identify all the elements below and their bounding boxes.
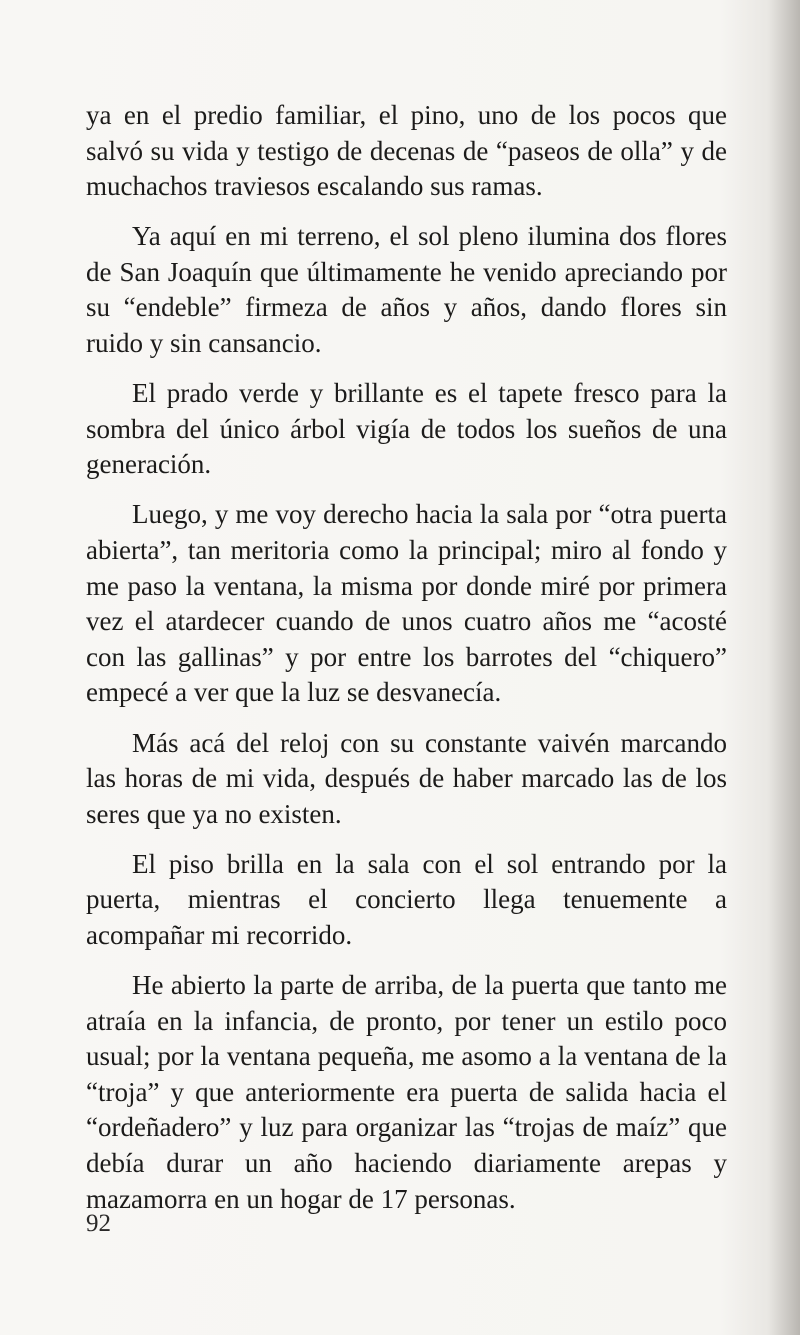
paragraph: ya en el predio familiar, el pino, uno de los pocos que salvó su vida y testigo de decenas de “paseos de olla” y de muchachos traviesos escalando sus ramas. (86, 100, 727, 202)
paragraph: El piso brilla en la sala con el sol entrando por la puerta, mientras el concierto llega tenuemente a acompañar mi recorrido. (86, 848, 727, 950)
body-text (86, 98, 727, 1232)
paragraph: Luego, y me voy derecho hacia la sala por “otra puerta abierta”, tan meritoria como la principal; miro al fondo y me paso la ventana, la misma por donde miré por primera vez el atardecer cuando de unos cuatro años me “acosté con las gallinas” y por entre los barrotes del “chiquero” empecé a ver que la luz se desvanecía. (86, 499, 727, 708)
paragraph: Ya aquí en mi terreno, el sol pleno ilumina dos flores de San Joaquín que últimamente he venido apreciando por su “endeble” firmeza de años y años, dando flores sin ruido y sin cansancio. (86, 221, 727, 359)
paragraph: He abierto la parte de arriba, de la puerta que tanto me atraía en la infancia, de pronto, por tener un estilo poco usual; por la ventana pequeña, me asomo a la ventana de la “troja” y que anteriormente era puerta de salida hacia el “ordeñadero” y luz para organizar las “trojas de maíz” que debía durar un año haciendo diariamente arepas y mazamorra en un hogar de 17 personas. (86, 970, 727, 1214)
page-number: 92 (86, 1210, 111, 1237)
paragraph: El prado verde y brillante es el tapete fresco para la sombra del único árbol vigía de todos los sueños de una generación. (86, 378, 727, 480)
paragraph: Más acá del reloj con su constante vaivén marcando las horas de mi vida, después de haber marcado las de los seres que ya no existen. (86, 727, 727, 829)
